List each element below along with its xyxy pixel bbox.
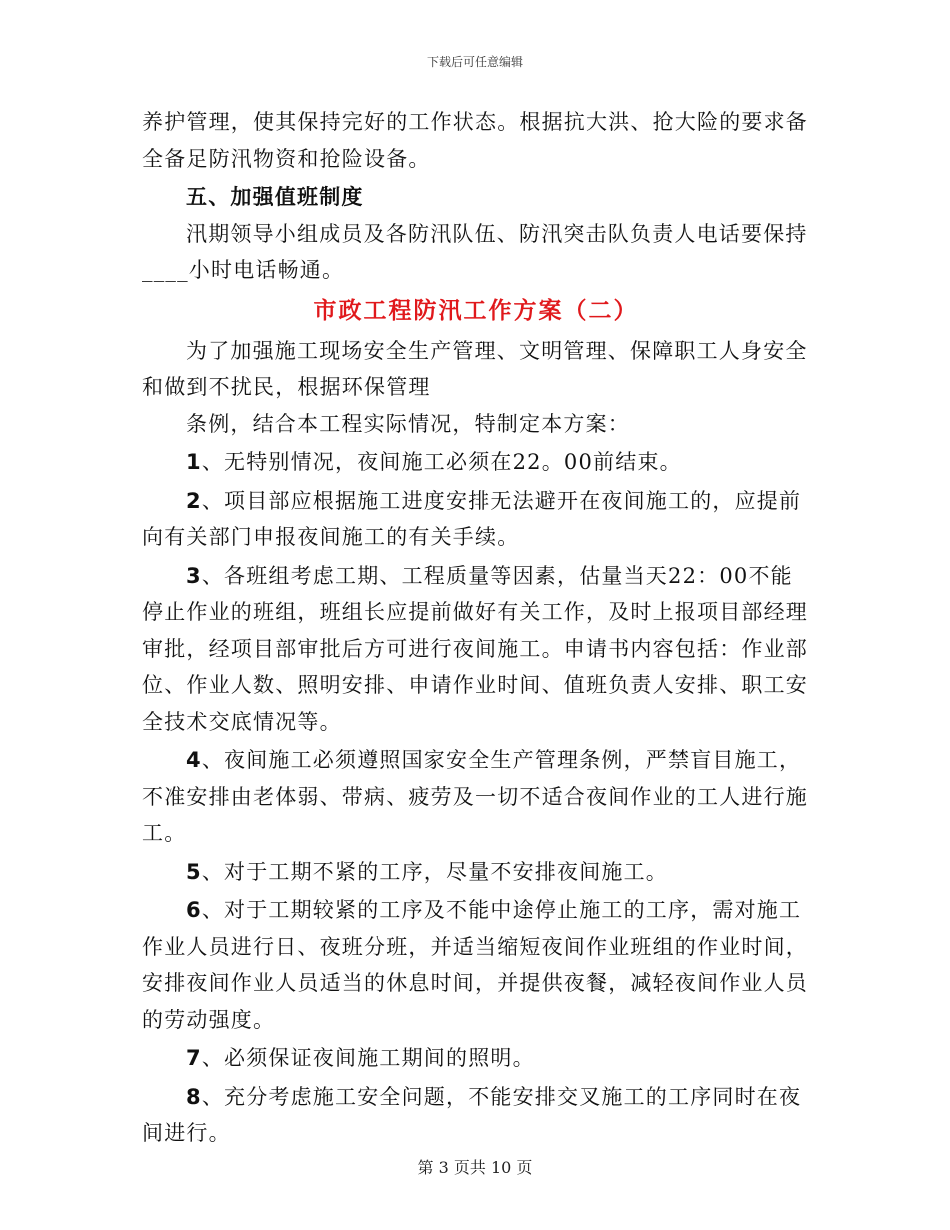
list-item	[142, 1079, 810, 1152]
document-body	[142, 104, 810, 1152]
list-item	[142, 854, 810, 891]
item-text: 、夜间施工必须遵照国家安全生产管理条例，严禁盲目施工，不准安排由老体弱、带病、疲劳及一切不适合夜间作业的工人进行施工。	[142, 748, 808, 845]
list-item	[142, 483, 810, 556]
list-item	[142, 1040, 810, 1077]
item-text: 、对于工期不紧的工序，尽量不安排夜间施工。	[201, 859, 669, 884]
item-number: 5	[186, 859, 202, 884]
list-item	[142, 558, 810, 741]
continuation-line-2: 全备足防汛物资和抢险设备。	[142, 146, 431, 171]
item-number: 8	[186, 1084, 202, 1109]
item-number: 2	[186, 488, 202, 513]
item-text: 、必须保证夜间施工期间的照明。	[201, 1046, 535, 1070]
continuation-line-1: 养护管理，使其保持完好的工作状态。根据抗大洪、抢大险的要求备	[142, 110, 808, 134]
item-number: 7	[186, 1046, 202, 1070]
item-text: 、对于工期较紧的工序及不能中途停止施工的工序，需对施工作业人员进行日、夜班分班，并适当缩短夜间作业班组的作业时间，安排夜间作业人员适当的休息时间，并提供夜餐，减轻夜间作业人员的劳动强度。	[142, 898, 808, 1032]
plan-title: 市政工程防汛工作方案（二）	[313, 296, 639, 324]
section-heading: 五、加强值班制度	[186, 184, 364, 209]
page-footer: 第 3 页共 10 页	[417, 1158, 533, 1177]
item-number: 6	[186, 898, 202, 922]
page-header: 下载后可任意编辑	[426, 55, 523, 69]
item-number: 3	[186, 563, 202, 588]
item-number: 1	[186, 450, 202, 474]
item-text: 、充分考虑施工安全问题，不能安排交叉施工的工序同时在夜间进行。	[142, 1084, 802, 1145]
list-item	[142, 892, 810, 1038]
plan-intro-continued: 条例，结合本工程实际情况，特制定本方案：	[186, 411, 630, 436]
list-item	[142, 742, 810, 852]
plan-intro: 为了加强施工现场安全生产管理、文明管理、保障职工人身安全和做到不扰民，根据环保管理	[142, 338, 808, 399]
item-text: 、各班组考虑工期、工程质量等因素，估量当天22：00不能停止作业的班组，班组长应提前做好有关工作，及时上报项目部经理审批，经项目部审批后方可进行夜间施工。申请书内容包括：作业部位、作业人数、照明安排、申请作业时间、值班负责人安排、职工安全技术交底情况等。	[142, 563, 808, 734]
list-item	[142, 444, 810, 481]
item-text: 、无特别情况，夜间施工必须在22。00前结束。	[201, 450, 682, 474]
item-number: 4	[186, 748, 202, 772]
item-text: 、项目部应根据施工进度安排无法避开在夜间施工的，应提前向有关部门申报夜间施工的有关手续。	[142, 488, 802, 549]
section-body: 汛期领导小组成员及各防汛队伍、防汛突击队负责人电话要保持____小时电话畅通。	[142, 221, 808, 282]
